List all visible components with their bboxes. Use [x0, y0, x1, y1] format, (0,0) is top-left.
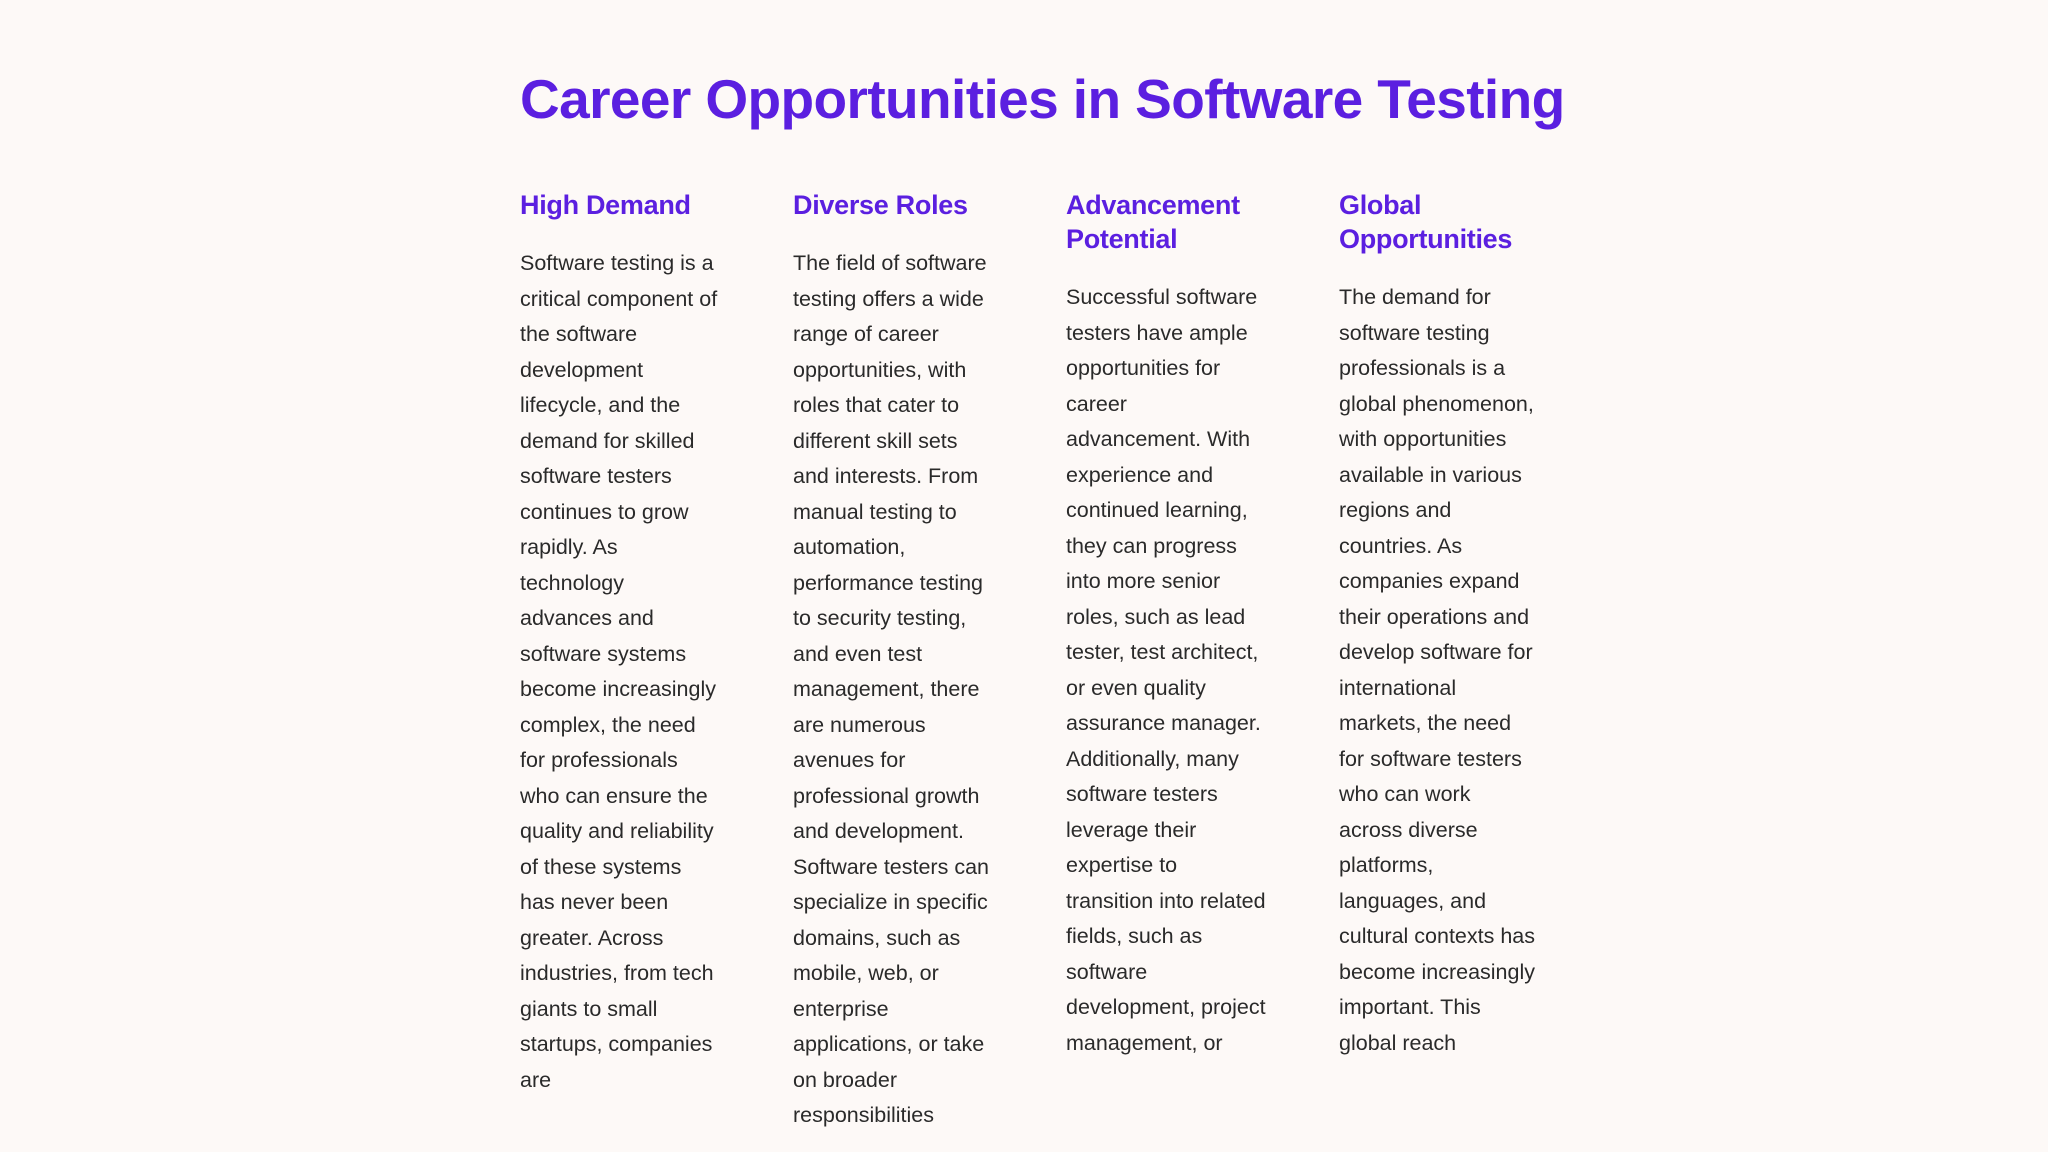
column-diverse-roles — [793, 188, 993, 1134]
column-body: The demand for software testing professionals is a global phenomenon, with opportunities available in various regions and countries. As companies expand their operations and develop software for international markets, the need for software testers who can work across diverse platforms, languages, and cultural contexts has become increasingly important. This global reach — [1339, 285, 1535, 1055]
column-heading: Advancement Potential — [1066, 190, 1240, 254]
column-advancement-potential — [1066, 188, 1266, 1061]
column-heading: Global Opportunities — [1339, 190, 1513, 254]
page-title: Career Opportunities in Software Testing — [520, 68, 1565, 130]
column-heading: High Demand — [520, 190, 691, 220]
column-high-demand — [520, 188, 720, 1098]
column-body: The field of software testing offers a wide range of career opportunities, with roles that cater to different skill sets and interests. From manual testing to automation, performance testing to security testing, and even test management, there are numerous avenues for professional growth and development. Software testers can specialize in specific domains, such as mobile, web, or enterprise applications, or take on broader responsibilities — [793, 251, 989, 1127]
column-body: Software testing is a critical component of the software development lifecycle, and the demand for skilled software testers continues to grow rapidly. As technology advances and software systems become increasingly complex, the need for professionals who can ensure the quality and reliability of these systems has never been greater. Across industries, from tech giants to small startups, companies are — [520, 251, 718, 1092]
column-body: Successful software testers have ample opportunities for career advancement. With experience and continued learning, they can progress into more senior roles, such as lead tester, test architect, or even quality assurance manager. Additionally, many software testers leverage their expertise to transition into related fields, such as software development, project management, or — [1066, 285, 1266, 1055]
column-global-opportunities — [1339, 188, 1539, 1061]
slide — [520, 0, 1565, 1152]
column-heading: Diverse Roles — [793, 190, 968, 220]
